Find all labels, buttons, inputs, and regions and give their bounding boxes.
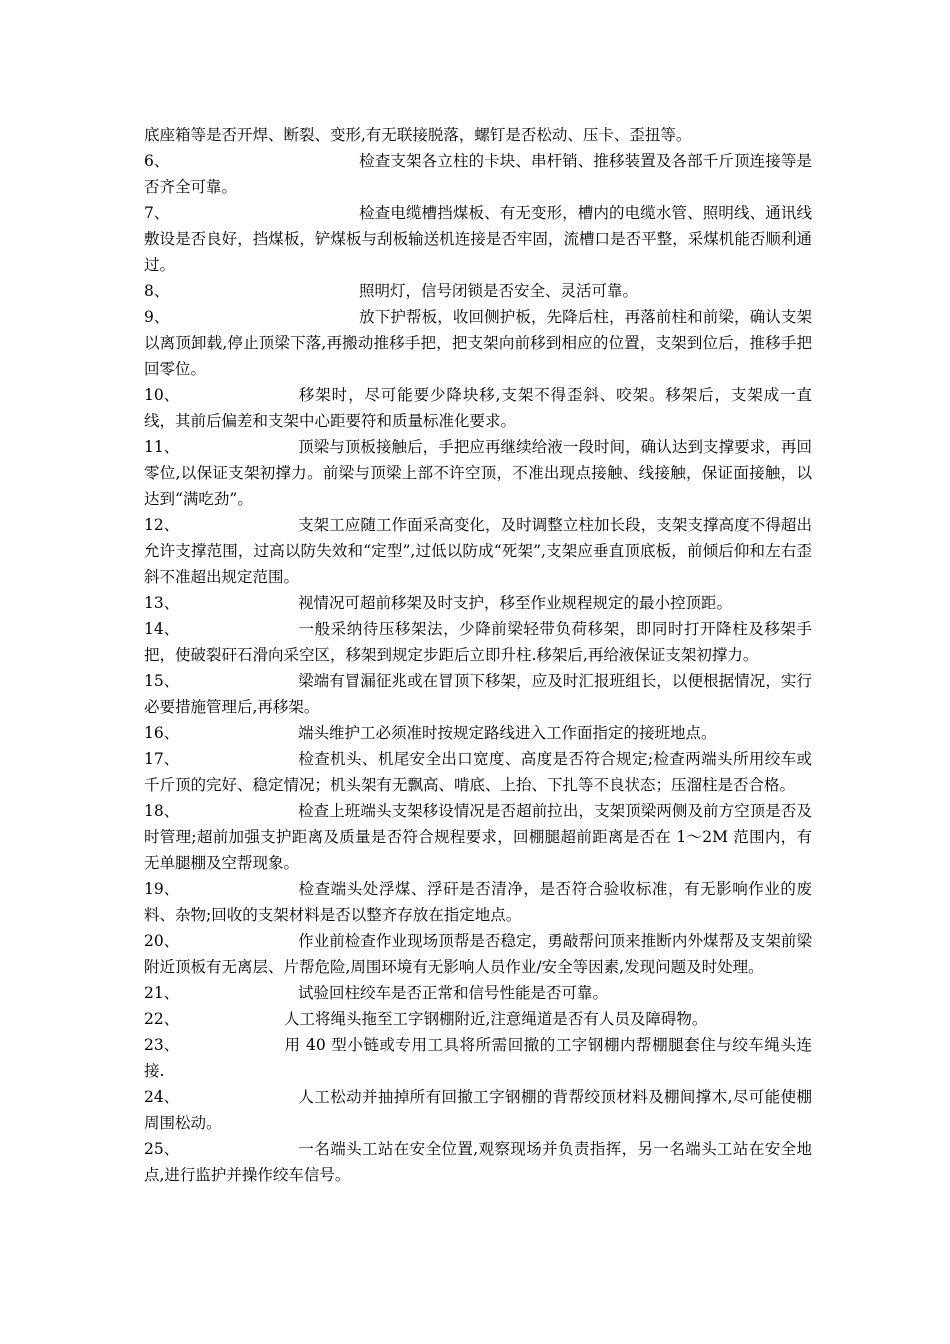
list-item [144,1032,812,1084]
item-number: 15、 [144,672,180,690]
item-text: 梁端有冒漏征兆或在冒顶下移架，应及时汇报班组长，以便根据情况，实行必要措施管理后,再移架。 [144,672,812,716]
list-item [144,928,812,980]
list-item [144,720,812,746]
item-text: 人工松动并抽掉所有回撤工字钢棚的背帮绞顶材料及棚间撑木,尽可能使棚周围松动。 [144,1088,812,1132]
item-number: 7、 [144,204,170,222]
item-number: 14、 [144,620,180,638]
item-text: 检查上班端头支架移设情况是否超前拉出，支架顶梁两侧及前方空顶是否及时管理;超前加强支护距离及质量是否符合规程要求，回棚腿超前距离是否在 1～2M 范围内，有无单腿棚及空帮现象。 [144,802,812,872]
item-number: 24、 [144,1088,180,1106]
list-item [144,382,812,434]
item-number: 21、 [144,984,180,1002]
item-text: 检查支架各立柱的卡块、串杆销、推移装置及各部千斤顶连接等是否齐全可靠。 [144,152,812,196]
item-text: 检查端头处浮煤、浮矸是否清净，是否符合验收标准，有无影响作业的废料、杂物;回收的支架材料是否以整齐存放在指定地点。 [144,880,812,924]
list-item [144,798,812,876]
item-number: 6、 [144,152,170,170]
item-text: 放下护帮板，收回侧护板，先降后柱，再落前柱和前梁，确认支架以离顶卸载,停止顶梁下落,再搬动推移手把，把支架向前移到相应的位置，支架到位后，推移手把回零位。 [144,308,812,378]
item-text: 作业前检查作业现场顶帮是否稳定，勇敲帮问顶来推断内外煤帮及支架前梁附近顶板有无离层、片帮危险,周围环境有无影响人员作业/安全等因素,发现问题及时处理。 [144,932,812,976]
document-body [144,122,812,1188]
item-text: 移架时，尽可能要少降块移,支架不得歪斜、咬架。移架后，支架成一直线，其前后偏差和支架中心距要符和质量标准化要求。 [144,386,812,430]
item-number: 10、 [144,386,180,404]
list-item [144,434,812,512]
item-number: 19、 [144,880,180,898]
item-number: 20、 [144,932,180,950]
item-text: 端头维护工必须准时按规定路线进入工作面指定的接班地点。 [298,724,717,742]
item-text: 检查电缆槽挡煤板、有无变形，槽内的电缆水管、照明线、通讯线敷设是否良好，挡煤板，铲煤板与刮板输送机连接是否牢固，流槽口是否平整，采煤机能否顺利通过。 [144,204,812,274]
list-item [144,304,812,382]
item-number: 9、 [144,308,170,326]
paragraph-text: 底座箱等是否开焊、断裂、变形,有无联接脱落，螺钉是否松动、压卡、歪扭等。 [144,126,692,144]
item-number: 8、 [144,282,170,300]
list-item [144,590,812,616]
list-item [144,746,812,798]
item-number: 11、 [144,438,180,456]
item-text: 试验回柱绞车是否正常和信号性能是否可靠。 [298,984,609,1002]
item-text: 照明灯，信号闭锁是否安全、灵活可靠。 [359,282,639,300]
list-item [144,1136,812,1188]
list-item [144,1006,812,1032]
list-item [144,616,812,668]
item-text: 人工将绳头拖至工字钢棚附近,注意绳道是否有人员及障碍物。 [284,1010,708,1028]
item-text: 一般采纳待压移架法，少降前梁轻带负荷移架，即同时打开降柱及移架手把，使破裂矸石滑向采空区，移架到规定步距后立即升柱.移架后,再给液保证支架初撑力。 [144,620,812,664]
list-item [144,278,812,304]
item-text: 视情况可超前移架及时支护，移至作业规程规定的最小控顶距。 [298,594,733,612]
item-text: 支架工应随工作面采高变化，及时调整立柱加长段，支架支撑高度不得超出允许支撑范围，过高以防失效和“定型”,过低以防成“死架”,支架应垂直顶底板，前倾后仰和左右歪斜不准超出规定范围。 [144,516,812,586]
item-number: 16、 [144,724,180,742]
list-item [144,148,812,200]
item-number: 23、 [144,1036,180,1054]
list-item [144,668,812,720]
item-number: 25、 [144,1140,180,1158]
list-item [144,200,812,278]
list-item [144,876,812,928]
item-number: 12、 [144,516,180,534]
item-number: 17、 [144,750,180,768]
paragraph [144,122,812,148]
list-item [144,1084,812,1136]
item-text: 顶梁与顶板接触后，手把应再继续给液一段时间，确认达到支撑要求，再回零位,以保证支架初撑力。前梁与顶梁上部不许空顶，不准出现点接触、线接触，保证面接触，以达到“满吃劲”。 [144,438,812,508]
list-item [144,512,812,590]
item-number: 22、 [144,1010,180,1028]
list-item [144,980,812,1006]
item-text: 一名端头工站在安全位置,观察现场并负责指挥，另一名端头工站在安全地点,进行监护并操作绞车信号。 [144,1140,812,1184]
item-text: 检查机头、机尾安全出口宽度、高度是否符合规定;检查两端头所用绞车或千斤顶的完好、稳定情况；机头架有无飘高、啃底、上抬、下扎等不良状态；压溜柱是否合格。 [144,750,812,794]
item-text: 用 40 型小链或专用工具将所需回撤的工字钢棚内帮棚腿套住与绞车绳头连接. [144,1036,812,1080]
item-number: 18、 [144,802,180,820]
item-number: 13、 [144,594,180,612]
